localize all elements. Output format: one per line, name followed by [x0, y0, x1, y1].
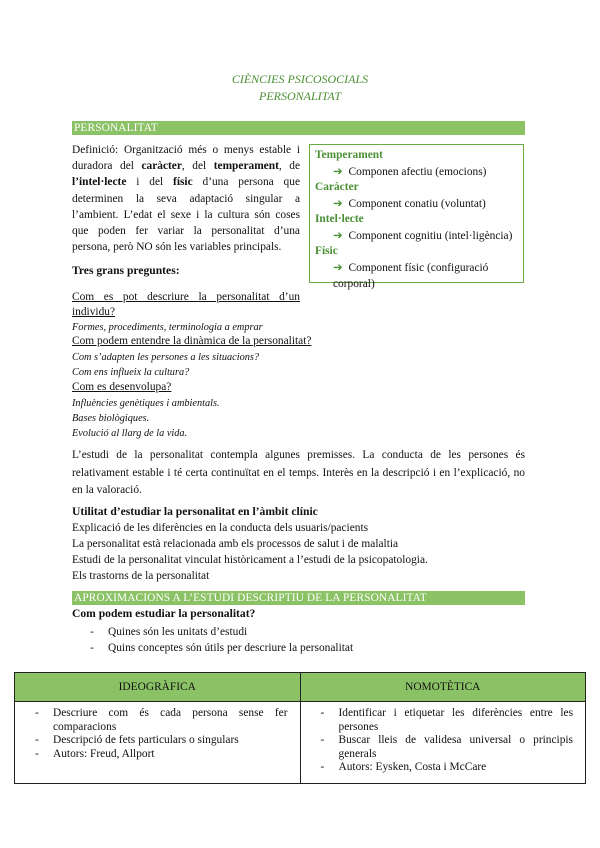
box-item-caracter: ➔ Component conatiu (voluntat) [333, 197, 486, 210]
question-3-note-2: Bases biològiques. [72, 413, 150, 424]
components-box [309, 144, 524, 290]
utility-line-3: Estudi de la personalitat vinculat històricament a l’estudi de la psicopatologia. [72, 554, 428, 566]
question-2-note-2: Com ens influeix la cultura? [72, 367, 190, 378]
page-subtitle: PERSONALITAT [258, 89, 341, 103]
utility-line-2: La personalitat està relacionada amb els processos de salut i de malaltia [72, 538, 399, 550]
table-cell-ideografica [15, 702, 301, 784]
box-heading-fisic: Físic [315, 245, 338, 257]
list-item: - Autors: Eysken, Costa i McCare [321, 761, 574, 775]
question-3: Com es desenvolupa? [72, 381, 172, 393]
utility-line-1: Explicació de les diferències en la conducta dels usuaris/pacients [72, 522, 369, 534]
definition-paragraph: Definició: Organització més o menys estable i duradora del caràcter, del temperament, de l’intel·lecte i del físic d’una persona que determinen la seva adaptació singular a l’ambient. L’edat el sexe i la cultura són coses que poden fer variar la personalitat d’una persona, però NO són les variables principals. [72, 144, 300, 254]
box-item-intellecte: ➔ Component cognitiu (intel·ligència) [333, 229, 513, 242]
box-heading-temperament: Temperament [315, 149, 383, 161]
question-1-line1: Com es pot descriure la personalitat d’un [72, 291, 300, 303]
section-bar-aproximacions: APROXIMACIONS A L’ESTUDI DESCRIPTIU DE LA PERSONALITAT [72, 591, 525, 605]
table-header-ideografica: IDEOGRÀFICA [15, 673, 301, 702]
question-2-note-1: Com s’adapten les persones a les situacions? [72, 352, 260, 363]
question-1-note: Formes, procediments, terminologia a emprar [72, 322, 263, 333]
comparison-table [14, 672, 586, 784]
arrow-icon: ➔ [333, 261, 343, 274]
list-item: - Identificar i etiquetar les diferències entre les persones [321, 707, 574, 734]
section-bar-personalitat: PERSONALITAT [72, 121, 525, 135]
question-3-note-3: Evolució al llarg de la vida. [72, 428, 188, 439]
question-1-line2: individu? [72, 306, 116, 318]
utility-heading: Utilitat d’estudiar la personalitat en l’àmbit clínic [72, 505, 318, 518]
page-title: CIÈNCIES PSICOSOCIALS [231, 72, 369, 86]
study-paragraph: L’estudi de la personalitat contempla algunes premisses. La conducta de les persones és relativament estable i té certa continuïtat en el temps. Interès en la descripció i en l’explicació, no en la valoració. [72, 449, 525, 496]
question-3-note-1: Influències genètiques i ambientals. [72, 398, 220, 409]
list-item: - Autors: Freud, Allport [35, 748, 288, 762]
box-heading-caracter: Caràcter [315, 181, 359, 193]
utility-line-4: Els trastorns de la personalitat [72, 570, 210, 582]
list-item: - Quines són les unitats d’estudi [90, 626, 248, 638]
table-header-nomotetica: NOMOTÈTICA [300, 673, 586, 702]
arrow-icon: ➔ [333, 165, 343, 178]
list-item: - Quins conceptes són útils per descriure la personalitat [90, 642, 354, 654]
arrow-icon: ➔ [333, 229, 343, 242]
question-2: Com podem entendre la dinàmica de la personalitat? [72, 335, 312, 347]
arrow-icon: ➔ [333, 197, 343, 210]
questions-heading: Tres grans preguntes: [72, 264, 180, 277]
list-item: - Buscar lleis de validesa universal o principis generals [321, 734, 574, 761]
table-cell-nomotetica [300, 702, 586, 784]
box-item-fisic: ➔ Component físic (configuració corporal) [333, 261, 489, 290]
study-question-heading: Com podem estudiar la personalitat? [72, 607, 256, 620]
box-item-temperament: ➔ Componen afectiu (emocions) [333, 165, 487, 178]
box-heading-intellecte: Intel·lecte [315, 213, 364, 225]
list-item: - Descripció de fets particulars o singulars [35, 734, 288, 748]
list-item: - Descriure com és cada persona sense fer comparacions [35, 707, 288, 734]
